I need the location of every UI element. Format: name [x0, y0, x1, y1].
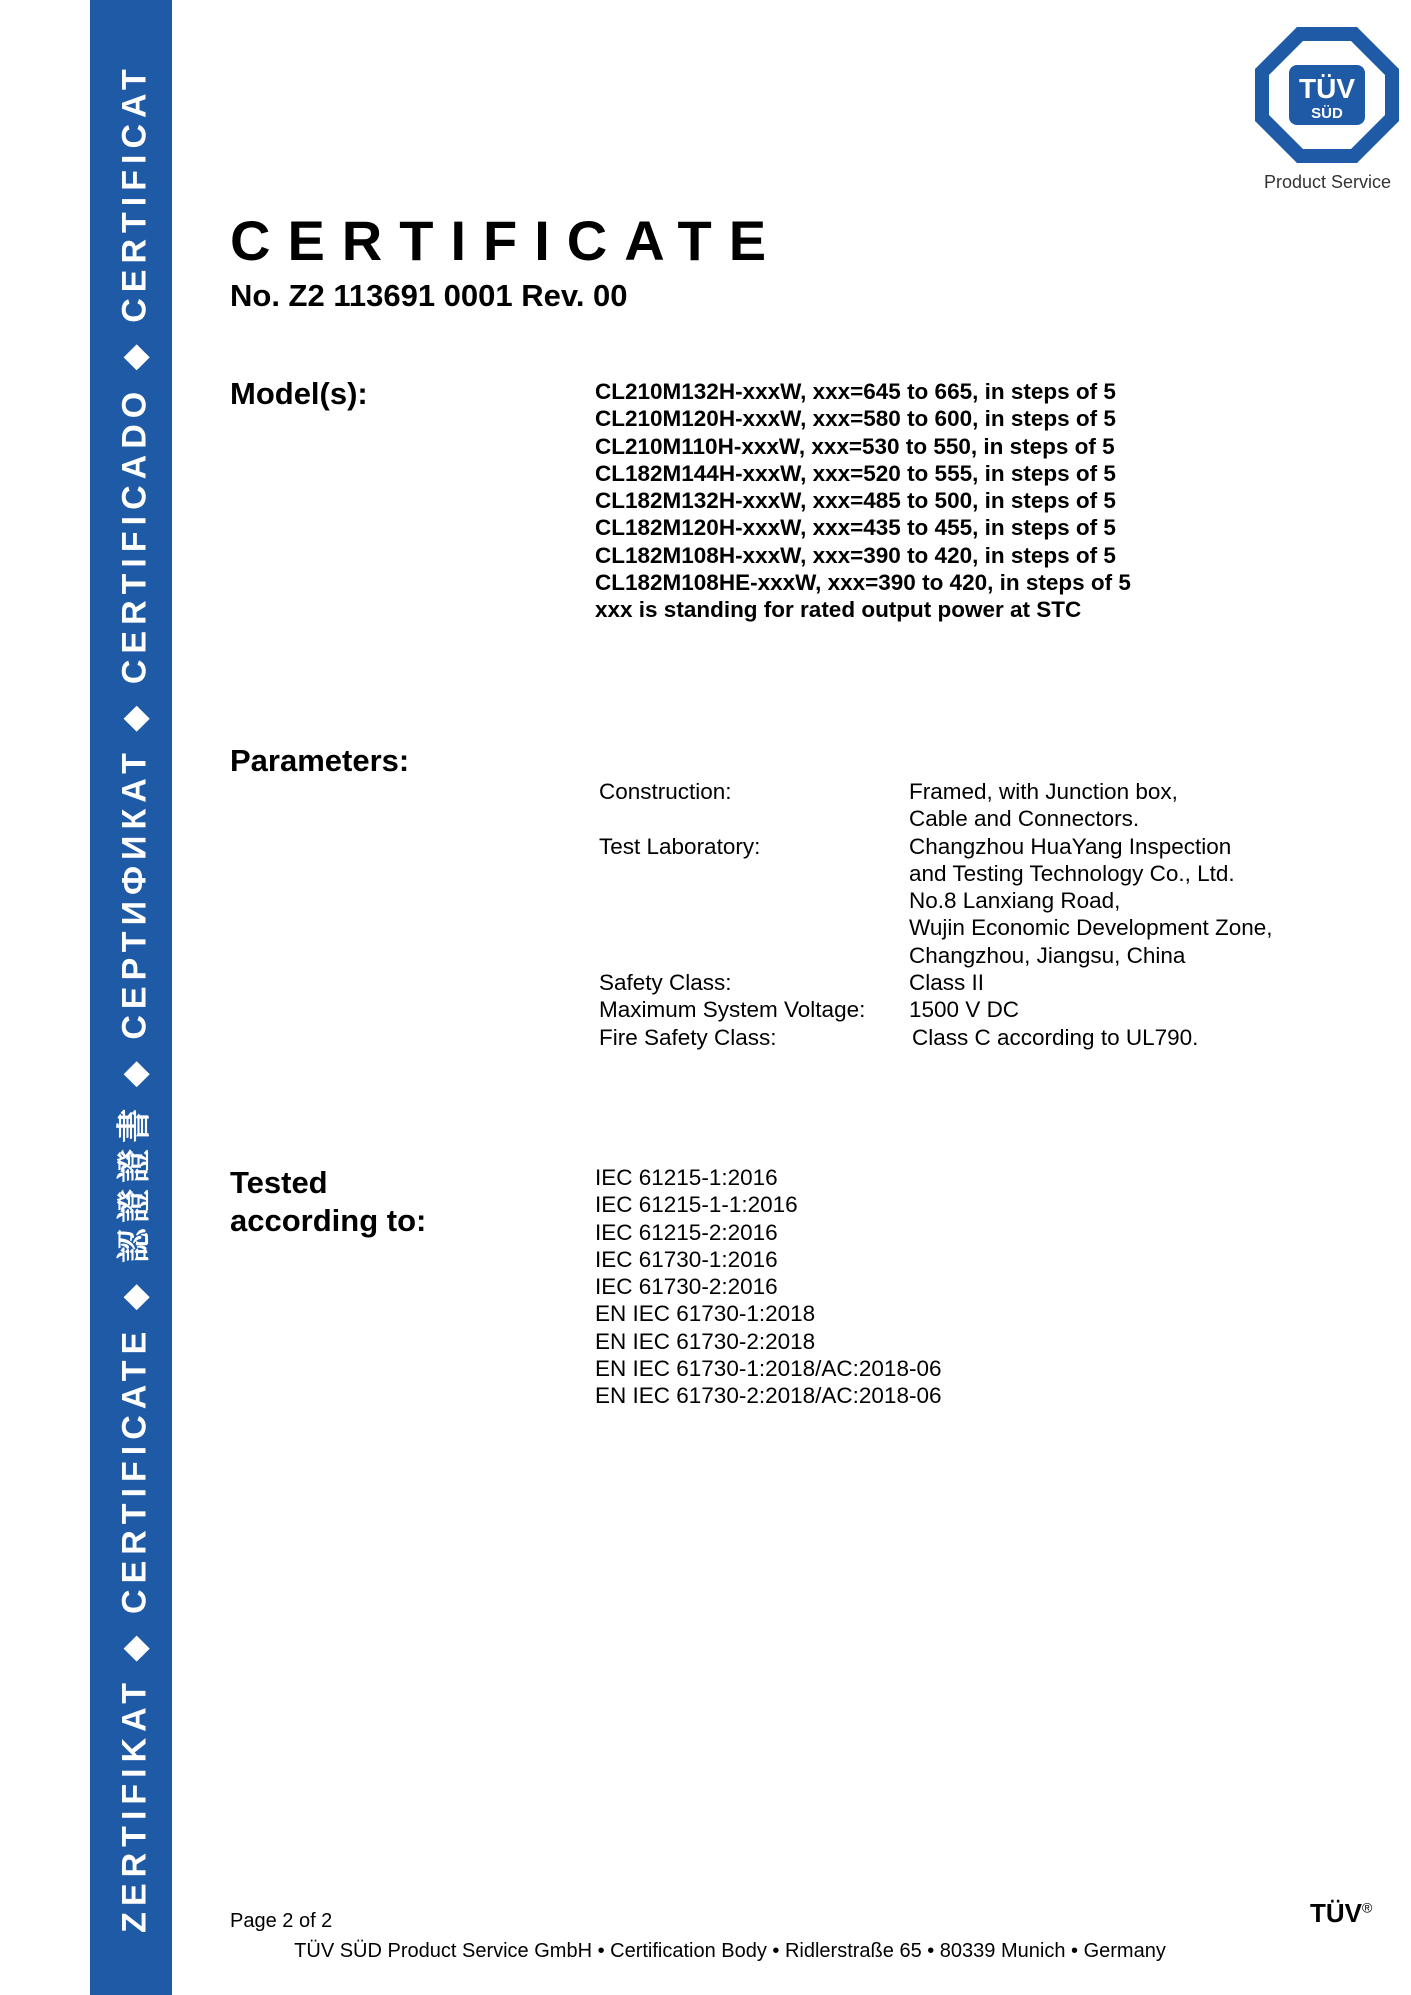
- param-row-construction: [599, 778, 1273, 833]
- standard-item: EN IEC 61730-2:2018: [595, 1328, 816, 1354]
- param-label: Test Laboratory:: [599, 833, 761, 859]
- param-value-line: and Testing Technology Co., Ltd.: [909, 860, 1235, 886]
- tested-label-line: according to:: [230, 1203, 427, 1238]
- parameters-table: [599, 778, 1273, 1051]
- side-band: [90, 0, 172, 1995]
- param-row-fire-safety-class: [599, 1024, 1273, 1051]
- param-value-line: No.8 Lanxiang Road,: [909, 888, 1121, 914]
- footer-address: TÜV SÜD Product Service GmbH • Certification Body • Ridlerstraße 65 • 80339 Munich • Germany: [294, 1940, 1166, 1962]
- param-value-line: Cable and Connectors.: [909, 806, 1140, 832]
- parameters-label: Parameters:: [230, 743, 410, 778]
- registered-mark: ®: [1362, 1899, 1373, 1916]
- document-title: CERTIFICATE: [230, 209, 784, 272]
- param-row-test-laboratory: [599, 833, 1273, 969]
- logo-subtitle: Product Service: [1263, 172, 1392, 192]
- standard-item: EN IEC 61730-2:2018/AC:2018-06: [595, 1383, 942, 1409]
- tuv-sud-logo: [1253, 25, 1401, 165]
- side-band-text: ZERTIFIKAT ◆ CERTIFICATE ◆ 認證證書 ◆ СЕРТИФИКАТ ◆ CERTIFICADO ◆ CERTIFICAT: [115, 62, 154, 1933]
- model-line: CL182M132H-xxxW, xxx=485 to 500, in steps of 5: [595, 488, 1116, 514]
- model-note: xxx is standing for rated output power at STC: [595, 597, 1082, 623]
- logo-text-tuv: TÜV: [1299, 73, 1355, 104]
- param-value-line: Changzhou HuaYang Inspection: [909, 833, 1232, 859]
- footer-mark-text: TÜV: [1310, 1898, 1362, 1928]
- model-line: CL210M120H-xxxW, xxx=580 to 600, in steps of 5: [595, 406, 1116, 432]
- param-value-line: Framed, with Junction box,: [909, 779, 1178, 804]
- param-value: [912, 1024, 1198, 1051]
- model-line: CL182M144H-xxxW, xxx=520 to 555, in steps of 5: [595, 460, 1116, 486]
- logo-text-sud: SÜD: [1311, 105, 1343, 122]
- param-value: [909, 996, 1019, 1023]
- model-line: CL210M110H-xxxW, xxx=530 to 550, in steps of 5: [595, 433, 1115, 459]
- param-row-max-system-voltage: [599, 996, 1273, 1023]
- param-value-line: Changzhou, Jiangsu, China: [909, 942, 1186, 968]
- standard-item: IEC 61215-1-1:2016: [595, 1192, 798, 1218]
- tested-label-line: Tested: [230, 1165, 328, 1200]
- standards-list: [595, 1164, 941, 1410]
- page-number: Page 2 of 2: [230, 1910, 333, 1932]
- footer-tuv-mark: [1310, 1898, 1372, 1929]
- standard-item: IEC 61215-1:2016: [595, 1165, 778, 1190]
- param-value: [909, 969, 984, 996]
- param-value-line: Wujin Economic Development Zone,: [909, 915, 1273, 941]
- standard-item: IEC 61730-1:2016: [595, 1246, 778, 1272]
- model-line: CL182M108H-xxxW, xxx=390 to 420, in steps of 5: [595, 542, 1116, 568]
- models-list: [595, 378, 1131, 624]
- param-value-line: Class C according to UL790.: [912, 1024, 1199, 1050]
- standard-item: IEC 61730-2:2016: [595, 1274, 778, 1300]
- standard-item: EN IEC 61730-1:2018/AC:2018-06: [595, 1356, 942, 1382]
- param-value: [909, 833, 1273, 969]
- param-label: Construction:: [599, 779, 732, 804]
- param-row-safety-class: [599, 969, 1273, 996]
- param-value-line: 1500 V DC: [909, 997, 1020, 1023]
- certificate-number: No. Z2 113691 0001 Rev. 00: [230, 278, 628, 313]
- param-value-line: Class II: [909, 970, 985, 996]
- tested-label: [230, 1164, 426, 1240]
- param-label: Fire Safety Class:: [599, 1024, 777, 1050]
- param-value: [909, 778, 1178, 833]
- models-label: Model(s):: [230, 376, 368, 411]
- standard-item: EN IEC 61730-1:2018: [595, 1301, 816, 1327]
- model-line: CL210M132H-xxxW, xxx=645 to 665, in steps of 5: [595, 379, 1116, 404]
- param-label: Maximum System Voltage:: [599, 997, 866, 1023]
- model-line: CL182M120H-xxxW, xxx=435 to 455, in steps of 5: [595, 515, 1116, 541]
- standard-item: IEC 61215-2:2016: [595, 1219, 778, 1245]
- param-label: Safety Class:: [599, 970, 732, 996]
- model-line: CL182M108HE-xxxW, xxx=390 to 420, in steps of 5: [595, 570, 1131, 596]
